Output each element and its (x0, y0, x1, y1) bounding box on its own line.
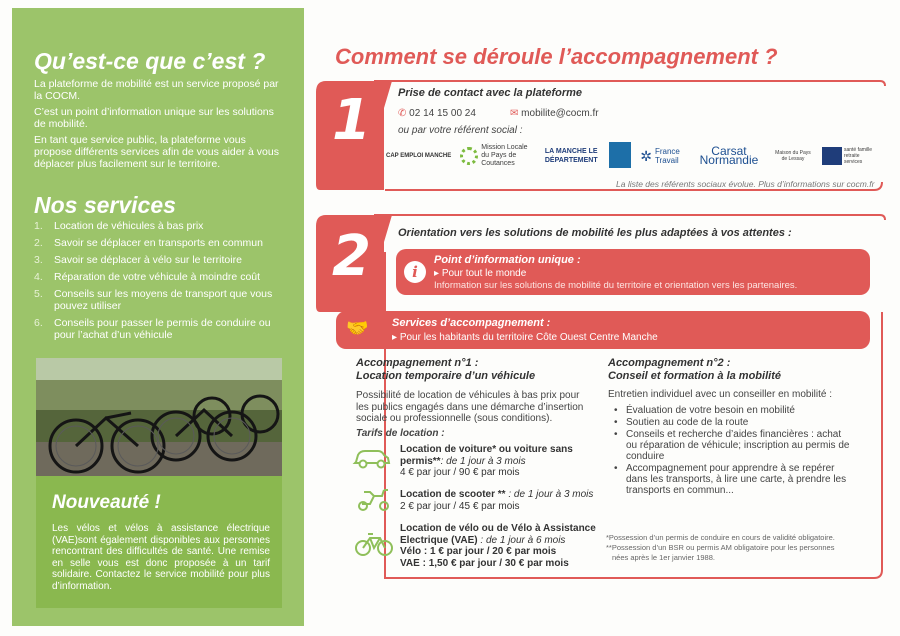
phone-number[interactable]: 02 14 15 00 24 (409, 108, 476, 119)
acc1-heading: Accompagnement n°1 : Location temporaire d’un véhicule (356, 357, 536, 382)
info-banner (396, 249, 870, 295)
step1-title: Prise de contact avec la plateforme (398, 87, 583, 99)
acc2-list (612, 405, 852, 497)
list-item: 5. Conseils sur les moyens de transport que vous pouvez utiliser (34, 288, 273, 312)
list-item: • Soutien au code de la route (612, 417, 852, 428)
mail-icon: ✉ (510, 108, 519, 119)
note-2: **Possession d’un BSR ou permis AM obligatoire pour les personnes (606, 543, 835, 552)
list-item: 4. Réparation de votre véhicule à moindre coût (34, 271, 261, 283)
acc2-heading: Accompagnement n°2 : Conseil et formation à la mobilité (608, 357, 781, 382)
bike-rental: Location de vélo ou de Vélo à Assistance Electrique (VAE) : de 1 jour à 6 mois Vélo : 1 € par jour / 20 € par mois VAE : 1,50 € par jour / 30 € par mois (400, 523, 596, 569)
play-icon: ▸ (434, 268, 440, 279)
car-icon (352, 446, 392, 475)
acc1-desc: Possibilité de location de véhicules à bas prix pour les publics engagés dans une démarche d’insertion sociale ou professionnelle (sous conditions). (356, 390, 584, 424)
list-item: 3. Savoir se déplacer à vélo sur le territoire (34, 254, 242, 266)
tarifs-title: Tarifs de location : (356, 428, 445, 439)
play-icon: ▸ (392, 332, 398, 343)
maison-du-pays-logo: Maison du Pays de Lessay (775, 150, 811, 162)
phone-row (398, 108, 476, 119)
france-travail-logo: ✲ France Travail (640, 147, 680, 165)
list-item: 1. Location de véhicules à bas prix (34, 220, 204, 232)
list-item: • Accompagnement pour apprendre à se repérer dans les transports, à lire une carte, à prendre les transports en commun... (612, 463, 852, 496)
la-manche-logo: LA MANCHE LE DÉPARTEMENT (544, 148, 598, 164)
intro-paragraph-3: En tant que service public, la plateforme vous propose différents services afin de vous aider à vous déplacer plus facilement sur le territoire. (34, 134, 279, 170)
list-item: • Évaluation de votre besoin en mobilité (612, 405, 852, 416)
acc2-intro: Entretien individuel avec un conseiller en mobilité : (608, 389, 833, 400)
referents-footnote: La liste des référents sociaux évolue. Plus d’informations sur cocm.fr (616, 179, 875, 189)
cap-emploi-logo: CAP EMPLOI MANCHE (386, 152, 452, 159)
intro-paragraph-1: La plateforme de mobilité est un service proposé par la COCM. (34, 78, 279, 102)
msa-logo: santé famille retraite services (822, 147, 874, 165)
list-item: • Conseils et recherche d’aides financières : achat ou réparation de véhicule; inscription au permis de conduire (612, 429, 852, 462)
services-banner (336, 311, 870, 349)
step2-number: 2 (332, 224, 371, 289)
step2-title: Orientation vers les solutions de mobilité les plus adaptées à vos attentes : (398, 227, 792, 239)
carsat-logo: Carsat Normandie (699, 144, 759, 167)
info-desc: Information sur les solutions de mobilité du territoire et orientation vers les partenaires. (434, 280, 798, 291)
info-sub: ▸ Pour tout le monde (434, 268, 527, 279)
scooter-rental: Location de scooter ** : de 1 jour à 3 mois 2 € par jour / 45 € par mois (400, 489, 594, 512)
nouveaute-title: Nouveauté ! (52, 492, 161, 513)
what-title: Qu’est-ce que c’est ? (34, 48, 266, 74)
scooter-icon (356, 486, 392, 517)
nouveaute-box (36, 476, 282, 608)
services-title: Services d’accompagnement : (392, 317, 551, 329)
partner-logos (386, 136, 874, 176)
services-title: Nos services (34, 192, 176, 218)
info-title: Point d’information unique : (434, 254, 581, 266)
email-row (510, 108, 599, 119)
handshake-icon: 🤝 (346, 318, 369, 338)
page-title: Comment se déroule l’accompagnement ? (335, 44, 778, 69)
nouveaute-text: Les vélos et vélos à assistance électrique (VAE)sont également disponibles aux personnes rencontrant des difficultés de santé. Une remise en selle vous est donc proposée à un tarif solidaire. Contactez le service mobilité pour plus d’information. (52, 523, 270, 592)
info-icon: i (404, 261, 426, 283)
bicycles-photo (36, 358, 282, 476)
list-item: 6. Conseils pour passer le permis de conduire ou pour l’achat d’un véhicule (34, 317, 271, 341)
services-list (34, 220, 294, 346)
left-panel (12, 8, 304, 626)
step1-number: 1 (332, 88, 371, 153)
car-rental: Location de voiture* ou voiture sans permis**: de 1 jour à 3 mois 4 € par jour / 90 € par mois (400, 444, 573, 478)
or-via-label: ou par votre référent social : (398, 125, 523, 136)
phone-icon: ✆ (398, 108, 407, 119)
intro-paragraph-2: C’est un point d’information unique sur les solutions de mobilité. (34, 106, 274, 130)
email-address[interactable]: mobilite@cocm.fr (521, 108, 599, 119)
bike-icon (354, 526, 394, 563)
list-item: 2. Savoir se déplacer en transports en commun (34, 237, 263, 249)
note-1: *Possession d’un permis de conduire en cours de validité obligatoire. (606, 533, 835, 542)
mission-locale-logo: Mission Locale du Pays de Coutances (460, 144, 533, 168)
prefecture-logo (609, 142, 631, 170)
services-sub: ▸ Pour les habitants du territoire Côte Ouest Centre Manche (392, 332, 658, 343)
note-3: nées après le 1er janvier 1988. (612, 553, 715, 562)
